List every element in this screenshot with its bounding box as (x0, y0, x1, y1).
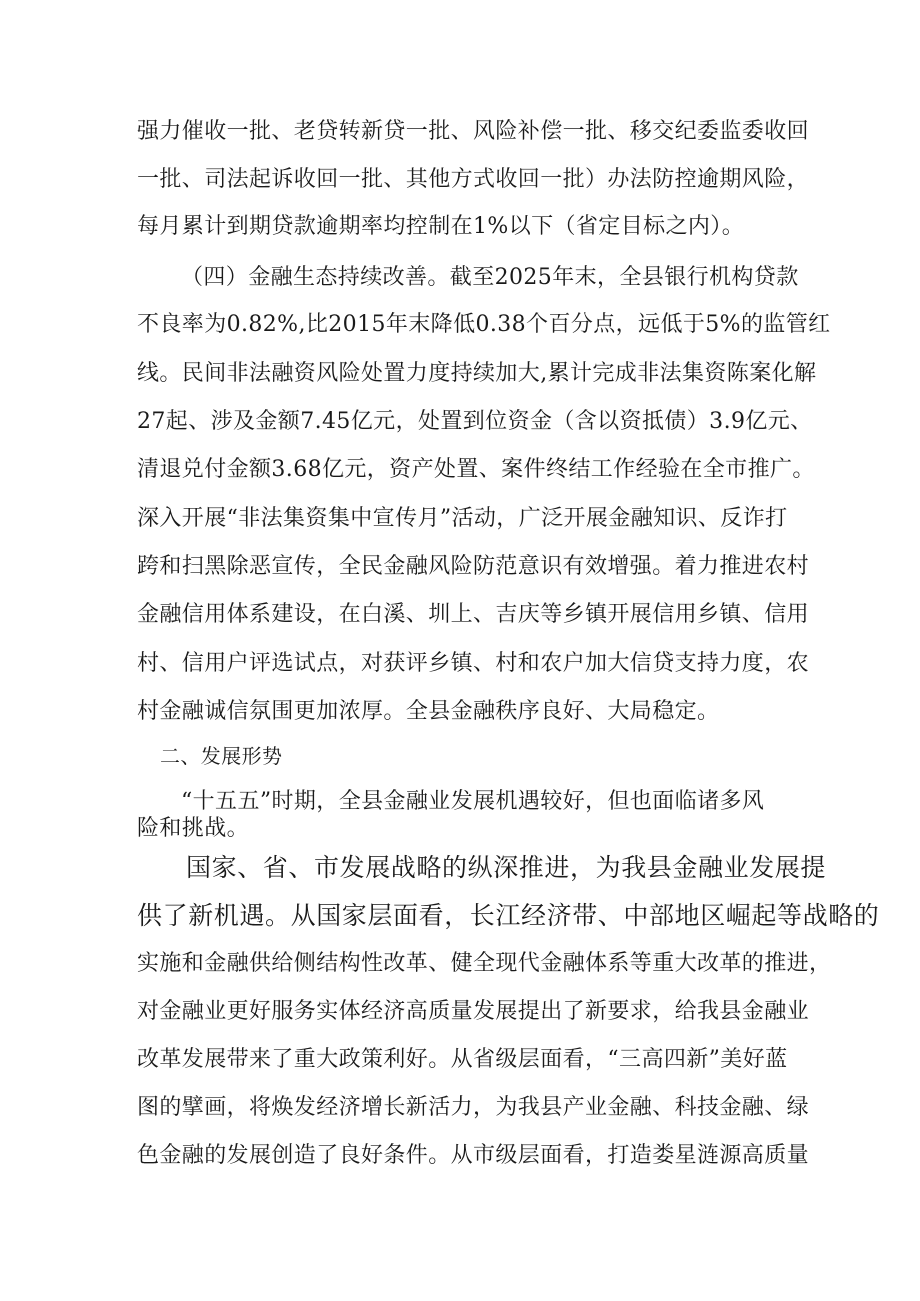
body-text-line: 每月累计到期贷款逾期率均控制在1%以下（省定目标之内）。 (137, 214, 745, 239)
body-text-line: 村金融诚信氛围更加浓厚。全县金融秩序良好、大局稳定。 (137, 699, 720, 724)
body-text-line: 改革发展带来了重大政策利好。从省级层面看，“三高四新”美好蓝 (137, 1047, 788, 1072)
body-text-line: 对金融业更好服务实体经济高质量发展提出了新要求，给我县金融业 (137, 999, 810, 1024)
body-text-line: 供了新机遇。从国家层面看，长江经济带、中部地区崛起等战略的 (137, 901, 880, 930)
body-text-line: 线。民间非法融资风险处置力度持续加大,累计完成非法集资陈案化解 (137, 361, 817, 386)
body-text-line: 险和挑战。 (137, 816, 250, 841)
body-text-line: 强力催收一批、老贷转新贷一批、风险补偿一批、移交纪委监委收回 (137, 119, 810, 144)
body-paragraph-start: “十五五”时期，全县金融业发展机遇较好，但也面临诸多风 (181, 789, 765, 814)
body-text-line: 色金融的发展创造了良好条件。从市级层面看，打造娄星涟源高质量 (137, 1143, 810, 1168)
body-text-line: 村、信用户评选试点，对获评乡镇、村和农户加大信贷支持力度，农 (137, 651, 810, 676)
body-text-line: 金融信用体系建设，在白溪、圳上、吉庆等乡镇开展信用乡镇、信用 (137, 602, 810, 627)
body-text-line: 跨和扫黑除恶宣传，全民金融风险防范意识有效增强。着力推进农村 (137, 554, 810, 579)
body-text-line: 深入开展“非法集资集中宣传月”活动，广泛开展金融知识、反诈打 (137, 506, 788, 531)
section-paragraph-start: （四）金融生态持续改善。截至2025年末，全县银行机构贷款 (181, 265, 799, 290)
body-text-line: 清退兑付金额3.68亿元，资产处置、案件终结工作经验在全市推广。 (137, 457, 815, 482)
body-text-line: 一批、司法起诉收回一批、其他方式收回一批）办法防控逾期风险， (137, 167, 810, 192)
section-heading: 二、发展形势 (160, 744, 283, 768)
body-text-line: 不良率为0.82%,比2015年末降低0.38个百分点，远低于5%的监管红 (137, 312, 831, 337)
body-text-line: 27起、涉及金额7.45亿元，处置到位资金（含以资抵债）3.9亿元、 (137, 409, 813, 434)
body-text-line: 实施和金融供给侧结构性改革、健全现代金融体系等重大改革的推进， (137, 951, 832, 976)
body-text-line: 图的擘画，将焕发经济增长新活力，为我县产业金融、科技金融、绿 (137, 1095, 810, 1120)
body-paragraph-start: 国家、省、市发展战略的纵深推进，为我县金融业发展提 (186, 853, 827, 882)
